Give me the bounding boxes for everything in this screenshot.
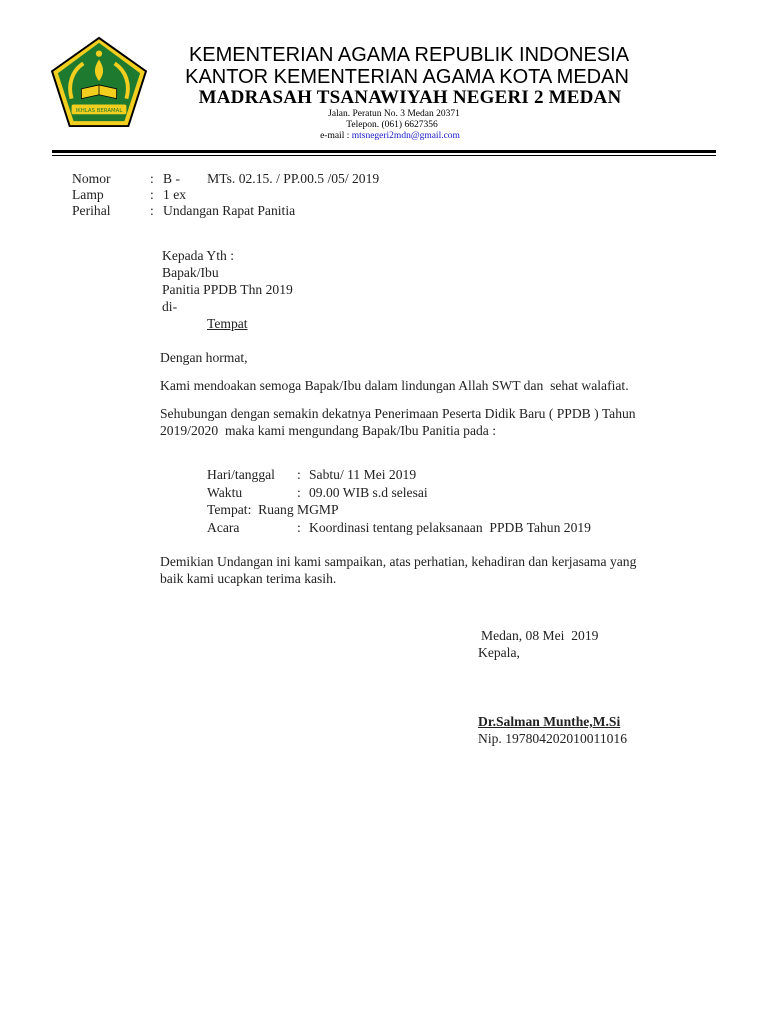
schedule-agenda-label: Acara bbox=[207, 520, 240, 535]
header-email bbox=[320, 131, 460, 141]
kemenag-emblem-logo bbox=[50, 36, 148, 128]
schedule-place: Tempat: Ruang MGMP bbox=[207, 502, 339, 517]
schedule-agenda-value: Koordinasi tentang pelaksanaan PPDB Tahun 2019 bbox=[309, 520, 591, 535]
header-rule-thick bbox=[52, 150, 716, 153]
header-office: KANTOR KEMENTERIAN AGAMA KOTA MEDAN bbox=[185, 66, 629, 88]
header-rule-thin bbox=[52, 155, 716, 156]
schedule-time-label: Waktu bbox=[207, 485, 243, 500]
email-link[interactable]: mtsnegeri2mdn@gmail.com bbox=[351, 131, 460, 141]
lamp-label: Lamp bbox=[72, 187, 104, 202]
paragraph-invitation-line1: Sehubungan dengan semakin dekatnya Penerimaan Peserta Didik Baru ( PPDB ) Tahun bbox=[160, 406, 636, 421]
email-label: e-mail : bbox=[320, 131, 352, 141]
signature-nip: Nip. 197804202010011016 bbox=[478, 731, 628, 746]
lamp-value: 1 ex bbox=[163, 187, 187, 202]
schedule-day-colon: : bbox=[297, 467, 301, 482]
paragraph-prayer: Kami mendoakan semoga Bapak/Ibu dalam lindungan Allah SWT dan sehat walafiat. bbox=[160, 378, 629, 393]
paragraph-invitation-line2: 2019/2020 maka kami mengundang Bapak/Ibu Panitia pada : bbox=[160, 423, 496, 438]
signature-title: Kepala, bbox=[478, 645, 520, 660]
signature-name: Dr.Salman Munthe,M.Si bbox=[478, 714, 621, 729]
header-address: Jalan. Peratun No. 3 Medan 20371 bbox=[328, 109, 460, 119]
schedule-time-value: 09.00 WIB s.d selesai bbox=[309, 485, 428, 500]
emblem-star-icon bbox=[96, 50, 102, 56]
recipient-line3: Panitia PPDB Thn 2019 bbox=[162, 282, 293, 297]
closing-line2: baik kami ucapkan terima kasih. bbox=[160, 571, 337, 586]
emblem-banner-text: IKHLAS BERAMAL bbox=[75, 107, 123, 114]
signature-date: Medan, 08 Mei 2019 bbox=[481, 628, 599, 643]
lamp-colon: : bbox=[150, 187, 154, 202]
closing-line1: Demikian Undangan ini kami sampaikan, atas perhatian, kehadiran dan kerjasama yang bbox=[160, 554, 637, 569]
perihal-colon: : bbox=[150, 203, 154, 218]
recipient-place: Tempat bbox=[207, 316, 248, 331]
header-ministry: KEMENTERIAN AGAMA REPUBLIK INDONESIA bbox=[188, 44, 630, 66]
greeting: Dengan hormat, bbox=[160, 350, 248, 365]
recipient-line1: Kepada Yth : bbox=[162, 248, 234, 263]
nomor-label: Nomor bbox=[72, 171, 111, 186]
schedule-day-label: Hari/tanggal bbox=[207, 467, 275, 482]
nomor-value: B - MTs. 02.15. / PP.00.5 /05/ 2019 bbox=[163, 171, 380, 186]
recipient-line2: Bapak/Ibu bbox=[162, 265, 219, 280]
perihal-label: Perihal bbox=[72, 203, 111, 218]
nomor-colon: : bbox=[150, 171, 154, 186]
schedule-agenda-colon: : bbox=[297, 520, 301, 535]
schedule-time-colon: : bbox=[297, 485, 301, 500]
recipient-line4: di- bbox=[162, 299, 178, 314]
perihal-value: Undangan Rapat Panitia bbox=[163, 203, 296, 218]
schedule-day-value: Sabtu/ 11 Mei 2019 bbox=[309, 467, 417, 482]
header-school-name: MADRASAH TSANAWIYAH NEGERI 2 MEDAN bbox=[198, 87, 622, 108]
header-phone: Telepon. (061) 6627356 bbox=[346, 120, 438, 130]
